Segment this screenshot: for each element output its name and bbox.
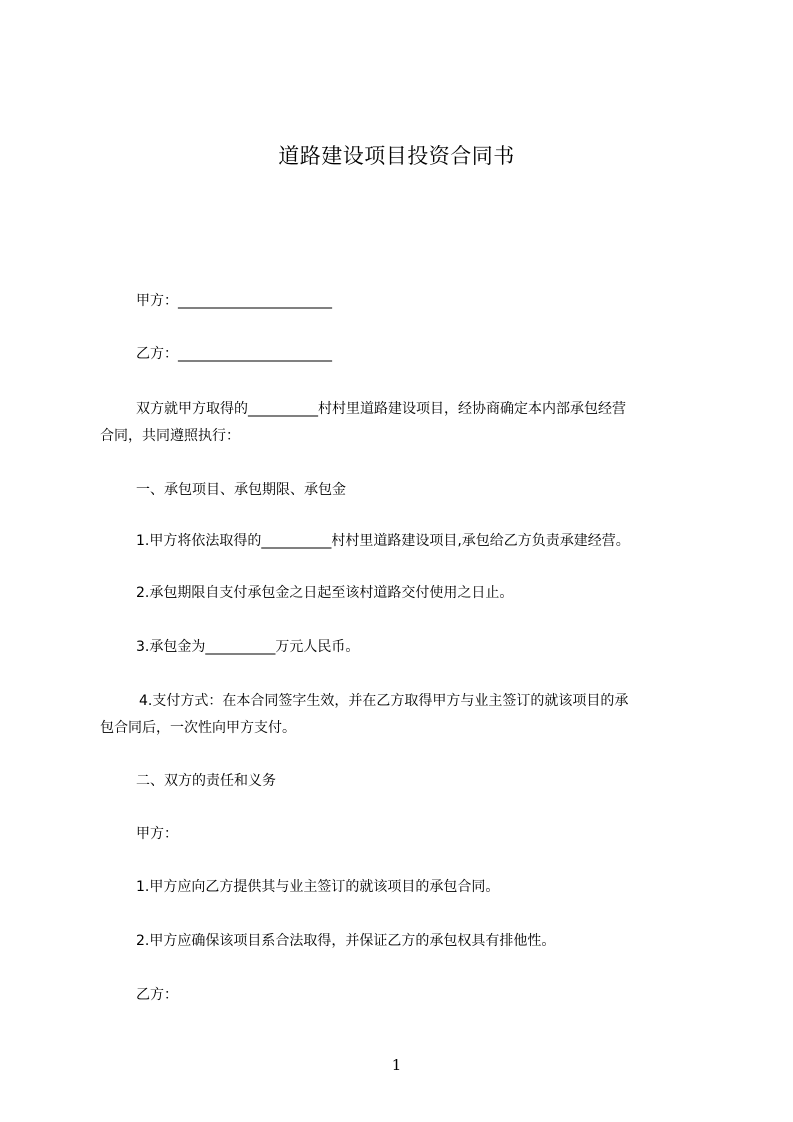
clause-2-a-1: 1.甲方应向乙方提供其与业主签订的就该项目的承包合同。 <box>136 879 500 895</box>
page-number: 1 <box>391 1056 402 1074</box>
intro-paragraph <box>100 398 705 447</box>
clause-1-4-row-1 <box>100 690 705 712</box>
clause-2-a-2: 2.甲方应确保该项目系合法取得，并保证乙方的承包权具有排他性。 <box>136 933 556 949</box>
intro-line-1: 双方就甲方取得的__________村村里道路建设项目，经协商确定本内部承包经营 <box>136 401 626 417</box>
party-b-label: 乙方： <box>136 987 178 1003</box>
party-a-label: 甲方： <box>136 826 178 842</box>
document-title: 道路建设项目投资合同书 <box>278 144 515 168</box>
clause-1-3: 3.承包金为__________万元人民币。 <box>136 639 360 655</box>
party-b-line: 乙方：______________________ <box>136 346 332 362</box>
clause-1-2: 2.承包期限自支付承包金之日起至该村道路交付使用之日止。 <box>136 585 514 601</box>
clause-1-4 <box>100 690 705 739</box>
section-2-heading: 二、双方的责任和义务 <box>136 773 276 789</box>
clause-1-4-line-2: 包合同后，一次性向甲方支付。 <box>100 720 296 736</box>
intro-paragraph-row-2 <box>100 425 705 447</box>
party-a-line: 甲方：______________________ <box>136 293 332 309</box>
clause-1-1: 1.甲方将依法取得的__________村村里道路建设项目,承包给乙方负责承建经营。 <box>136 533 630 549</box>
intro-line-2: 合同，共同遵照执行： <box>100 428 240 444</box>
section-1-heading: 一、承包项目、承包期限、承包金 <box>136 482 346 498</box>
clause-1-4-row-2 <box>100 717 705 739</box>
intro-paragraph-row-1 <box>100 398 705 420</box>
clause-1-4-line-1: 4.支付方式：在本合同签字生效，并在乙方取得甲方与业主签订的就该项目的承 <box>139 693 629 709</box>
